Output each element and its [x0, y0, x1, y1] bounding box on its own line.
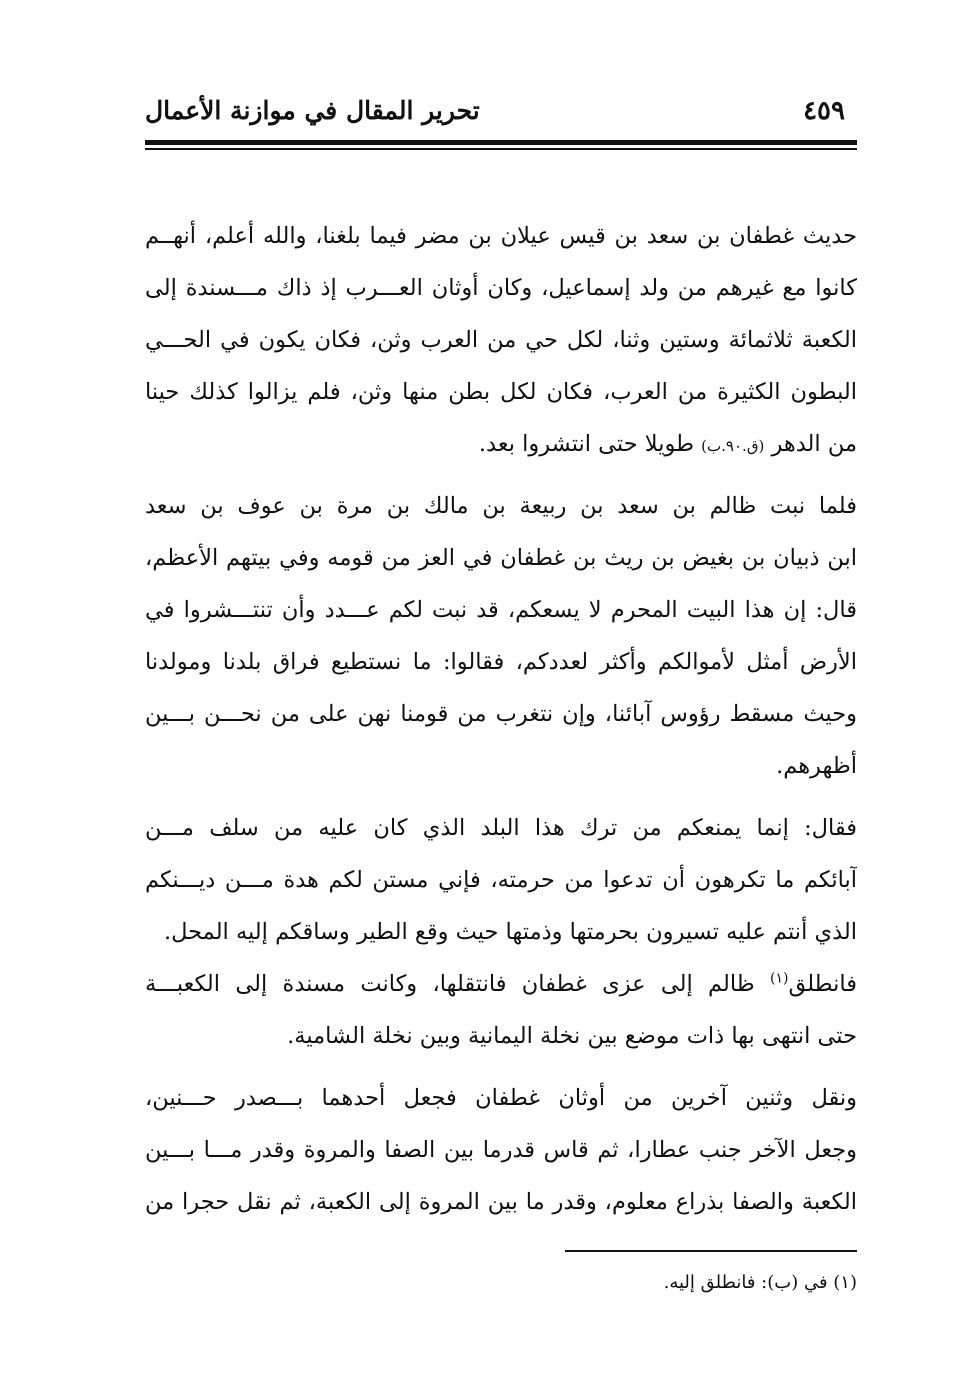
- header-rule-thick: [145, 140, 857, 145]
- page-number: ٤٥٩: [803, 96, 845, 126]
- text-line: فلما نبت ظالم بن سعد بن ربيعة بن مالك بن مرة بن عوف بن سعد: [145, 493, 857, 519]
- text-line: الكعبة ثلاثمائة وستين وثنا، لكل حي من العرب وثن، فكان يكون في الحـــي: [145, 327, 857, 353]
- text-line: فقال: إنما يمنعكم من ترك هذا البلد الذي كان عليه من سلف مـــن: [145, 815, 857, 841]
- book-title: تحرير المقال في موازنة الأعمال: [145, 96, 480, 125]
- text-line: قال: إن هذا البيت المحرم لا يسعكم، قد نبت لكم عـــدد وأن تنتـــشروا في: [145, 597, 857, 623]
- paragraph-3: [145, 802, 857, 958]
- text-line: وجعل الآخر جنب عطارا، ثم قاس قدرما بين الصفا والمروة وقدر مـــا بـــين: [145, 1137, 857, 1163]
- text-fragment: طويلا حتى انتشروا بعد.: [478, 431, 695, 457]
- paragraph-5: [145, 1072, 857, 1228]
- text-line: آبائكم ما تكرهون أن تدعوا من حرمته، فإني مستن لكم هدة مـــن ديـــنكم: [145, 867, 857, 893]
- text-fragment: فانطلق: [788, 971, 857, 997]
- text-line: [145, 958, 857, 1010]
- paragraph-4: [145, 958, 857, 1062]
- footnote-marker: (١): [769, 970, 789, 987]
- text-line: الكعبة والصفا بذراع معلوم، وقدر ما بين المروة إلى الكعبة، ثم نقل حجرا من: [145, 1189, 857, 1215]
- manuscript-reference: (ق.٩٠.ب): [701, 437, 765, 455]
- paragraph-2: [145, 480, 857, 792]
- text-line: ابن ذبيان بن بغيض بن ريث بن غطفان في العز من قومه وفي بيتهم الأعظم،: [145, 545, 857, 571]
- footnote: (١) في (ب): فانطلق إليه.: [663, 1272, 857, 1293]
- text-line: البطون الكثيرة من العرب، فكان لكل بطن منها وثن، فلم يزالوا كذلك حينا: [145, 379, 857, 405]
- header-rule-thin: [145, 148, 857, 150]
- running-header: [145, 92, 855, 136]
- text-line: [145, 418, 857, 470]
- text-line: الذي أنتم عليه تسيرون بحرمتها وذمتها حيث وقع الطير وساقكم إليه المحل.: [163, 919, 857, 945]
- text-fragment: من الدهر: [771, 431, 857, 457]
- text-line: الأرض أمثل لأموالكم وأكثر لعددكم، فقالوا: ما نستطيع فراق بلدنا ومولدنا: [145, 649, 857, 675]
- footnote-separator: [565, 1250, 857, 1252]
- paragraph-1: [145, 210, 857, 470]
- text-line: ونقل وثنين آخرين من أوثان غطفان فجعل أحدهما بـــصدر حـــنين،: [145, 1085, 857, 1111]
- text-line: وحيث مسقط رؤوس آبائنا، وإن نتغرب من قومنا نهن على من نحـــن بـــين: [145, 701, 857, 727]
- text-line: حتى انتهى بها ذات موضع بين نخلة اليمانية وبين نخلة الشامية.: [287, 1023, 857, 1049]
- text-line: حديث غطفان بن سعد بن قيس عيلان بن مضر فيما بلغنا، والله أعلم، أنهــم: [145, 223, 857, 249]
- main-text: [145, 210, 857, 1228]
- text-line: أظهرهم.: [776, 753, 857, 779]
- text-line: كانوا مع غيرهم من ولد إسماعيل، وكان أوثان العـــرب إذ ذاك مـــسندة إلى: [145, 275, 857, 301]
- text-fragment: ظالم إلى عزى غطفان فانتقلها، وكانت مسندة إلى الكعبـــة: [145, 971, 755, 997]
